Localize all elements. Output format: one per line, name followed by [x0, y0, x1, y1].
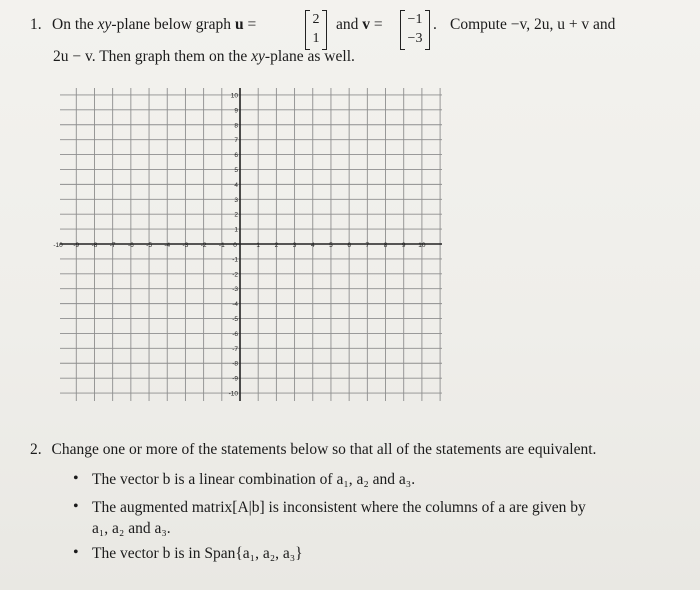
x-tick-label: 2	[274, 242, 279, 249]
y-tick-label: 5	[234, 166, 238, 174]
y-tick-label: 2	[234, 211, 238, 219]
statement-3	[73, 544, 303, 563]
statement-3-text: The vector b is in Span{a₁, a₂, a₃}	[92, 545, 303, 562]
x-tick-label: -8	[91, 242, 98, 249]
y-tick-label: 10	[230, 92, 238, 100]
y-tick-label: -2	[232, 271, 238, 279]
vector-u-entry-1: 2	[312, 12, 320, 27]
y-tick-label: -8	[232, 360, 238, 368]
x-tick-label: 9	[401, 242, 406, 249]
vector-u-entry-2: 1	[312, 31, 320, 46]
y-tick-label: -1	[232, 256, 238, 264]
x-tick-label: -1	[218, 242, 225, 249]
question-1-line-2-end: -plane as well.	[264, 48, 355, 65]
question-2-number: 2.	[30, 441, 42, 458]
question-1-xy: xy	[251, 48, 265, 65]
question-1-period: .	[433, 16, 437, 33]
x-tick-label: 0	[233, 242, 237, 249]
statement-2-continued-text: a₁, a₂ and a₃.	[92, 520, 171, 537]
x-tick-label: -2	[200, 242, 207, 249]
y-tick-label: -7	[232, 345, 238, 353]
bullet-dot-icon: •	[73, 498, 79, 515]
x-tick-label: -6	[127, 242, 134, 249]
bullet-dot-icon: •	[73, 544, 79, 561]
x-tick-label: 1	[256, 242, 261, 249]
statement-1	[73, 470, 416, 489]
x-tick-label: -9	[73, 242, 80, 249]
question-2	[30, 441, 596, 459]
x-tick-label: -5	[146, 242, 152, 249]
statement-2	[73, 498, 586, 517]
y-tick-label: -9	[232, 375, 238, 383]
x-tick-label: 5	[329, 242, 333, 249]
y-tick-label: 4	[234, 181, 238, 189]
x-tick-label: 6	[347, 242, 351, 249]
y-tick-label: -6	[232, 330, 238, 338]
statement-1-text: The vector b is a linear combination of a₁, a₂ and a₃.	[92, 471, 416, 488]
statement-2-continued	[92, 520, 171, 538]
x-tick-label: 8	[383, 242, 388, 249]
vector-v-entry-2: −3	[407, 31, 423, 46]
y-tick-label: 9	[234, 107, 238, 115]
vector-v-entry-1: −1	[407, 12, 423, 27]
y-tick-label: -5	[232, 316, 238, 324]
x-tick-label: 10	[418, 242, 426, 249]
x-tick-label: -7	[109, 242, 116, 249]
y-tick-label: 6	[234, 152, 238, 160]
y-tick-label: -10	[228, 390, 238, 398]
bullet-dot-icon: •	[73, 470, 79, 487]
x-tick-label: -4	[164, 242, 171, 249]
question-1-line-1	[30, 8, 690, 48]
xy-plane-grid[interactable]	[30, 78, 450, 413]
y-tick-label: 3	[234, 196, 238, 204]
y-tick-label: -4	[232, 301, 238, 309]
y-tick-label: 8	[234, 122, 238, 130]
question-1-text-start: On the xy-plane below graph u =	[52, 16, 257, 33]
vector-u-matrix	[305, 10, 327, 50]
statement-2-text: The augmented matrix[A|b] is inconsistent where the columns of a are given by	[92, 499, 586, 516]
x-tick-label: -3	[182, 242, 189, 249]
question-2-text: Change one or more of the statements below so that all of the statements are equivalent.	[51, 441, 597, 458]
vector-v-matrix	[400, 10, 430, 50]
x-tick-label: 7	[365, 242, 370, 249]
x-tick-label: -10	[53, 242, 63, 249]
x-tick-label: 3	[292, 242, 297, 249]
question-1-and: and v =	[336, 16, 383, 33]
y-tick-label: 1	[234, 226, 238, 234]
question-1-line-2-start: 2u − v. Then graph them on the	[53, 48, 252, 65]
question-1-number: 1.	[30, 16, 42, 33]
x-tick-label: 4	[310, 242, 315, 249]
question-1-line-2	[53, 48, 355, 66]
y-tick-label: -3	[232, 286, 238, 294]
question-1-compute: Compute −v, 2u, u + v and	[450, 16, 616, 33]
y-tick-label: 7	[234, 137, 238, 145]
